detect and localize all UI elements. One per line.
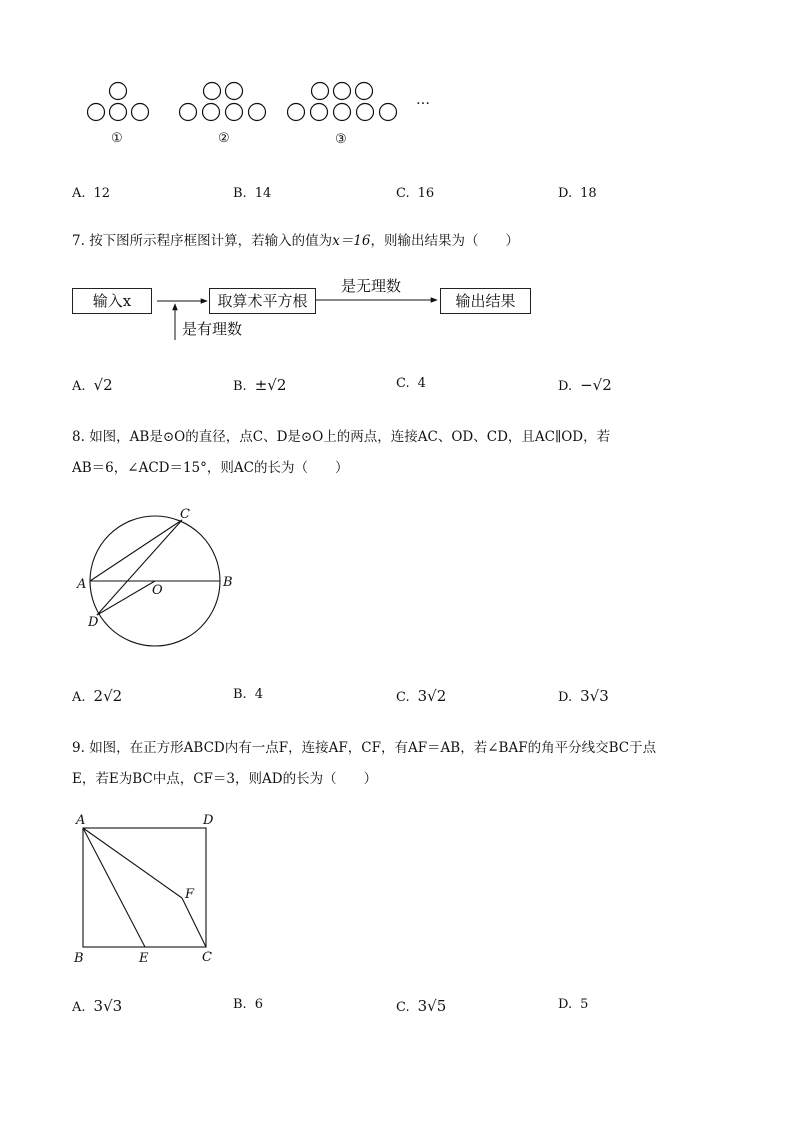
figure-label-1: ① bbox=[111, 131, 123, 146]
q9-stem-line2: E，若E为BC中点，CF＝3，则AD的长为（ ） bbox=[72, 771, 378, 787]
q7-option-c: C. 4 bbox=[396, 376, 426, 391]
q8-option-d: D. 3√3 bbox=[558, 687, 609, 705]
q8-option-b: B. 4 bbox=[233, 687, 263, 702]
q9-option-b: B. 6 bbox=[233, 997, 263, 1012]
flow-input-box: 输入x bbox=[72, 288, 152, 314]
point-label-d: D bbox=[203, 813, 214, 828]
point-label-d: D bbox=[88, 615, 99, 630]
q7-option-a: A. √2 bbox=[72, 376, 113, 394]
flow-output-box: 输出结果 bbox=[440, 288, 531, 314]
q8-stem-line2: AB＝6，∠ACD＝15°，则AC的长为（ ） bbox=[72, 460, 349, 476]
q8-option-a: A. 2√2 bbox=[72, 687, 123, 705]
q9-stem-line1: 9. 如图，在正方形ABCD内有一点F，连接AF，CF，有AF＝AB，若∠BAF的角平分线交BC于点 bbox=[72, 740, 657, 756]
q9-option-c: C. 3√5 bbox=[396, 997, 447, 1015]
flow-yes-label: 是无理数 bbox=[341, 277, 402, 295]
point-label-c: C bbox=[202, 950, 212, 965]
figure-label-3: ③ bbox=[335, 132, 347, 147]
pattern-ellipsis: … bbox=[416, 92, 430, 108]
flow-no-label: 是有理数 bbox=[182, 320, 243, 338]
q8-option-c: C. 3√2 bbox=[396, 687, 447, 705]
q7-option-b: B. ±√2 bbox=[233, 376, 287, 394]
q6-option-a: A. 12 bbox=[72, 186, 111, 201]
q6-option-b: B. 14 bbox=[233, 186, 272, 201]
q6-option-d: D. 18 bbox=[558, 186, 597, 201]
point-label-o: O bbox=[152, 583, 163, 598]
point-label-b: B bbox=[223, 575, 233, 590]
figure-label-2: ② bbox=[218, 131, 230, 146]
flow-process-box: 取算术平方根 bbox=[209, 288, 316, 314]
q9-option-a: A. 3√3 bbox=[72, 997, 123, 1015]
point-label-f: F bbox=[185, 887, 195, 902]
q7-option-d: D. −√2 bbox=[558, 376, 612, 394]
point-label-b: B bbox=[74, 951, 84, 966]
point-label-e: E bbox=[139, 951, 149, 966]
point-label-a: A bbox=[76, 813, 86, 828]
q6-option-c: C. 16 bbox=[396, 186, 435, 201]
point-label-a: A bbox=[77, 577, 87, 592]
q7-stem: 7. 按下图所示程序框图计算，若输入的值为x＝16，则输出结果为（ ） bbox=[72, 233, 519, 249]
q8-stem-line1: 8. 如图，AB是⊙O的直径，点C、D是⊙O上的两点，连接AC、OD、CD，且AC∥OD，若 bbox=[72, 429, 611, 445]
point-label-c: C bbox=[180, 507, 190, 522]
q9-option-d: D. 5 bbox=[558, 997, 589, 1012]
